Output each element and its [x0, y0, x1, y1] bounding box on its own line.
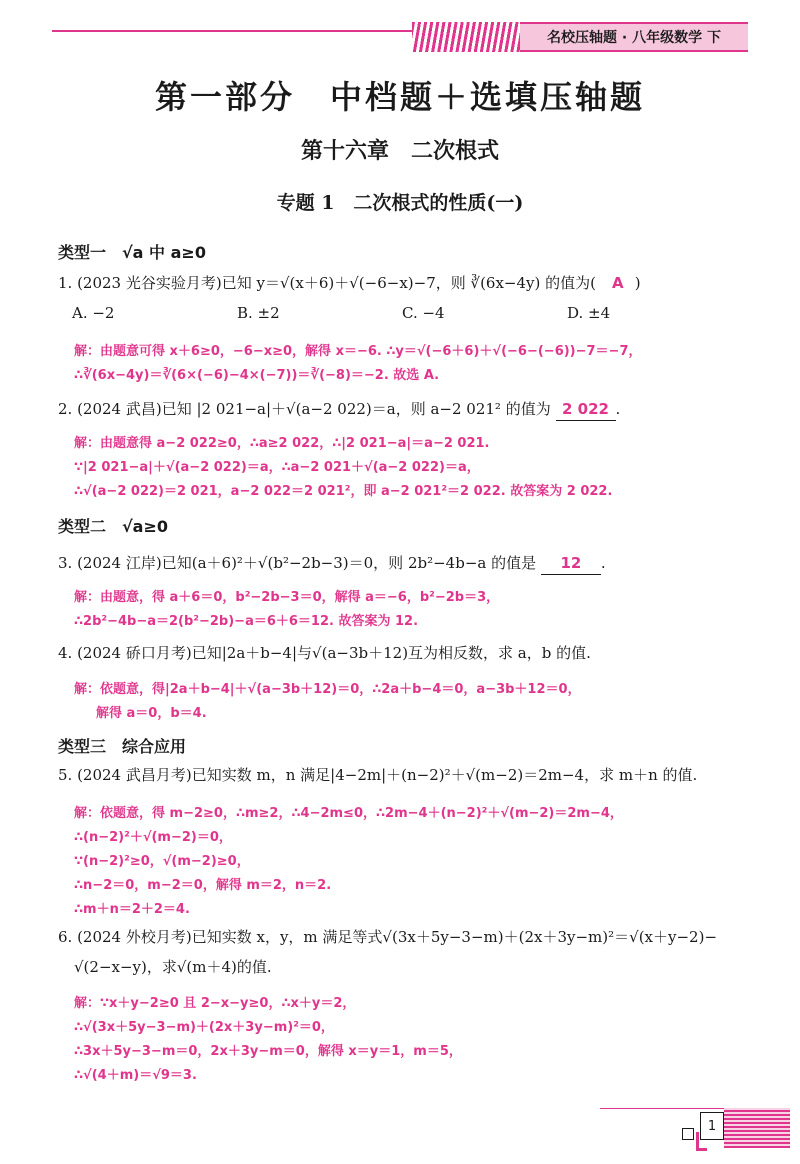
q2-solution: [74, 432, 612, 504]
type2-heading: 类型二 √a≥0: [58, 517, 169, 536]
q1-text: 1. (2023 光谷实验月考)已知 y＝√(x＋6)＋√(−6−x)−7，则 ∛(6x−4y) 的值为(: [58, 274, 596, 292]
question-2: [58, 398, 620, 421]
q5-sol-line: ∴m＋n＝2＋2＝4.: [74, 902, 190, 917]
q5-sol-line: 解：依题意，得 m−2≥0，∴m≥2，∴4−2m≤0，∴2m−4＋(n−2)²＋√(m−2)＝2m−4，: [74, 806, 623, 821]
footer-stripes: [724, 1108, 790, 1148]
q3-solution: [74, 586, 499, 634]
q1-answer: A: [611, 274, 624, 292]
square-icon: [682, 1128, 694, 1140]
q3-text: 3. (2024 江岸)已知(a＋6)²＋√(b²−2b−3)＝0，则 2b²−4b−a 的值是: [58, 554, 537, 572]
q6-sol-line: ∴√(4＋m)＝√9＝3.: [74, 1068, 197, 1083]
topic-title: 专题 1 二次根式的性质(一): [276, 192, 524, 214]
question-1: [58, 272, 641, 294]
q5-sol-line: ∴(n−2)²＋√(m−2)＝0，: [74, 830, 232, 845]
q1-solution: [74, 340, 642, 388]
question-3: [58, 552, 606, 575]
q4-sol-line: 解：依题意，得|2a＋b−4|＋√(a−3b＋12)＝0，∴2a＋b−4＝0，a−3b＋12＝0，: [74, 682, 581, 697]
page-number: 1: [700, 1112, 724, 1140]
q2-text: 2. (2024 武昌)已知 |2 021−a|＋√(a−2 022)＝a，则 a−2 021² 的值为: [58, 400, 551, 418]
q5-solution: [74, 802, 623, 922]
q6-sol-line: 解：∵x＋y−2≥0 且 2−x−y≥0，∴x＋y＝2，: [74, 996, 356, 1011]
question-6: [58, 926, 717, 978]
q5-sol-line: ∴n−2＝0，m−2＝0，解得 m＝2，n＝2.: [74, 878, 332, 893]
q6-solution: [74, 992, 462, 1088]
q6-text-line1: 6. (2024 外校月考)已知实数 x，y，m 满足等式√(3x＋5y−3−m)＋(2x＋3y−m)²＝√(x＋y−2)−: [58, 928, 718, 946]
footer-rule: [600, 1108, 724, 1109]
q2-answer: 2 022: [556, 398, 616, 421]
q1-sol-line: ∴∛(6x−4y)＝∛(6×(−6)−4×(−7))＝∛(−8)＝−2. 故选 A.: [74, 368, 440, 383]
q5-sol-line: ∵(n−2)²≥0，√(m−2)≥0，: [74, 854, 250, 869]
q3-answer: 12: [541, 552, 601, 575]
q1-sol-line: 解：由题意可得 x＋6≥0，−6−x≥0，解得 x＝−6. ∴y＝√(−6＋6)＋√(−6−(−6))−7＝−7，: [74, 344, 642, 359]
q1-option-a: A. −2: [72, 304, 115, 322]
type3-heading: 类型三 综合应用: [58, 737, 187, 756]
series-title: 名校压轴题 · 八年级数学 下: [520, 22, 748, 52]
q1-option-b: B. ±2: [237, 304, 280, 322]
q4-sol-line: 解得 a＝0，b＝4.: [96, 706, 207, 721]
q6-sol-line: ∴√(3x＋5y−3−m)＋(2x＋3y−m)²＝0，: [74, 1020, 334, 1035]
q2-sol-line: ∵|2 021−a|＋√(a−2 022)＝a，∴a−2 021＋√(a−2 022)＝a，: [74, 460, 480, 475]
header-rule: [52, 30, 412, 32]
q2-sol-line: 解：由题意得 a−2 022≥0，∴a≥2 022，∴|2 021−a|＝a−2 021.: [74, 436, 490, 451]
q3-sol-line: 解：由题意，得 a＋6＝0，b²−2b−3＝0，解得 a＝−6，b²−2b＝3，: [74, 590, 500, 605]
q1-option-d: D. ±4: [567, 304, 611, 322]
header-stripes: [412, 22, 520, 52]
q2-sol-line: ∴√(a−2 022)＝2 021，a−2 022＝2 021²，即 a−2 021²＝2 022. 故答案为 2 022.: [74, 484, 613, 499]
question-4: [58, 642, 591, 664]
q1-option-c: C. −4: [402, 304, 445, 322]
type1-heading: 类型一 √a 中 a≥0: [58, 243, 206, 262]
chapter-title: 第十六章 二次根式: [300, 138, 499, 164]
q6-sol-line: ∴3x＋5y−3−m＝0，2x＋3y−m＝0，解得 x＝y＝1，m＝5，: [74, 1044, 462, 1059]
q1-close: ): [634, 274, 641, 292]
q3-end: .: [600, 554, 606, 572]
q4-solution: [74, 678, 581, 726]
q3-sol-line: ∴2b²−4b−a＝2(b²−2b)−a＝6＋6＝12. 故答案为 12.: [74, 614, 419, 629]
q4-text: 4. (2024 硚口月考)已知|2a＋b−4|与√(a−3b＋12)互为相反数，求 a，b 的值.: [58, 644, 591, 662]
q2-end: .: [615, 400, 621, 418]
part-title: 第一部分 中档题＋选填压轴题: [154, 78, 645, 116]
question-5: [58, 764, 697, 786]
q6-text-line2: √(2−x−y)，求√(m＋4)的值.: [74, 958, 272, 976]
q5-text: 5. (2024 武昌月考)已知实数 m，n 满足|4−2m|＋(n−2)²＋√(m−2)＝2m−4，求 m＋n 的值.: [58, 766, 698, 784]
